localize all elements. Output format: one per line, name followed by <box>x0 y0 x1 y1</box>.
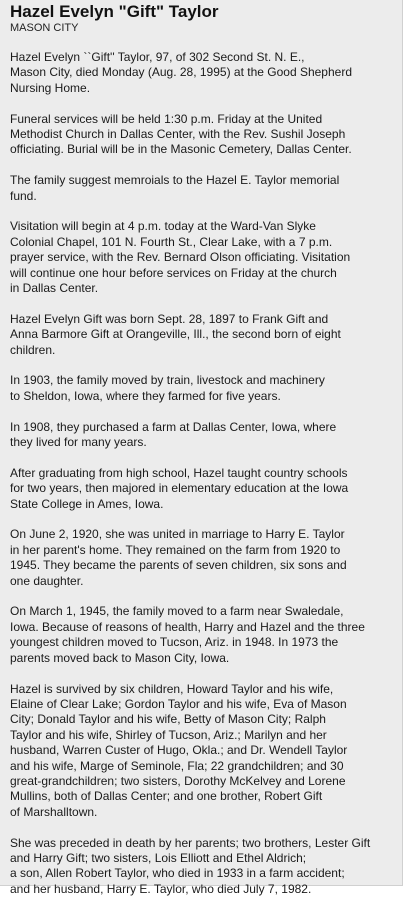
paragraph-1903-move: In 1903, the family moved by train, livestock and machinery to Sheldon, Iowa, where they farmed for five years. <box>10 373 325 403</box>
paragraph-funeral-services: Funeral services will be held 1:30 p.m. Friday at the United Methodist Church in Dallas Center, with the Rev. Sushil Joseph officiating. Burial will be in the Masonic Cemetery, Dallas Center. <box>10 111 352 157</box>
paragraph-marriage: On June 2, 1920, she was united in marriage to Harry E. Taylor in her parent's home. They remained on the farm from 1920 to 1945. They became the parents of seven children, six sons and one daughter. <box>10 527 347 588</box>
obituary-body <box>10 50 392 897</box>
dateline-location: MASON CITY <box>10 22 79 34</box>
paragraph-birth: Hazel Evelyn Gift was born Sept. 28, 1897 to Frank Gift and Anna Barmore Gift at Orangeville, Ill., the second born of eight children. <box>10 311 341 357</box>
paragraph-death-notice: Hazel Evelyn ``Gift'' Taylor, 97, of 302 Second St. N. E., Mason City, died Monday (Aug. 28, 1995) at the Good Shepherd Nursing Home. <box>10 50 352 95</box>
paragraph-survivors: Hazel is survived by six children, Howard Taylor and his wife, Elaine of Clear Lake; Gordon Taylor and his wife, Eva of Mason City; Donald Taylor and his wife, Betty of Mason City; Ralph Taylor and his wife, Shirley of Tucson, Ariz.; Marilyn and her husband, Warren Custer of Hugo, Okla.; and Dr. Wendell Taylor and his wife, Marge of Seminole, Fla; 22 grandchildren; and 30 great-grandchildren; two sisters, Dorothy McKelvey and Lorene Mullins, both of Dallas Center; and one brother, Robert Gift of Marshalltown. <box>10 681 348 819</box>
paragraph-memorials: The family suggest memroials to the Hazel E. Taylor memorial fund. <box>10 173 340 203</box>
paragraph-visitation: Visitation will begin at 4 p.m. today at the Ward-Van Slyke Colonial Chapel, 101 N. Fourth St., Clear Lake, with a 7 p.m. prayer service, with the Rev. Bernard Olson officiating. Visitation will continue one hour before services on Friday at the church in Dallas Center. <box>10 219 351 296</box>
obituary-title: Hazel Evelyn "Gift" Taylor <box>10 2 219 21</box>
paragraph-preceded-in-death: She was preceded in death by her parents; two brothers, Lester Gift and Harry Gift; two sisters, Lois Elliott and Ethel Aldrich; a son, Allen Robert Taylor, who died in 1933 in a farm accident; and her husband, Harry E. Taylor, who died July 7, 1982. <box>10 835 371 896</box>
paragraph-1945-move: On March 1, 1945, the family moved to a farm near Swaledale, Iowa. Because of reasons of health, Harry and Hazel and the three youngest children moved to Tucson, Ariz. in 1948. In 1973 the parents moved back to Mason City, Iowa. <box>10 604 365 665</box>
paragraph-education: After graduating from high school, Hazel taught country schools for two years, then majored in elementary education at the Iowa State College in Ames, Iowa. <box>10 465 349 511</box>
paragraph-1908-farm: In 1908, they purchased a farm at Dallas Center, Iowa, where they lived for many years. <box>10 419 337 450</box>
